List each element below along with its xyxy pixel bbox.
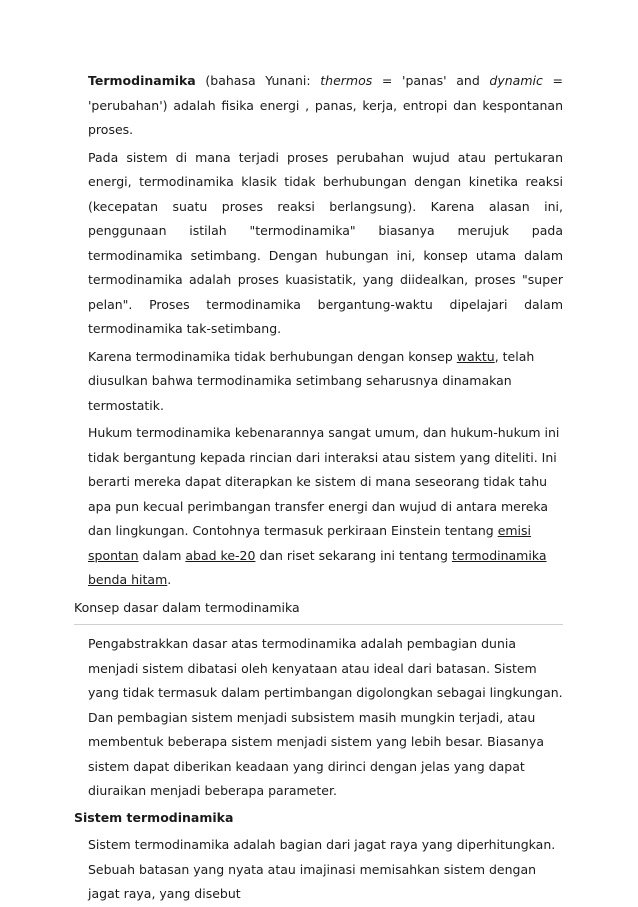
hukum-text-2: dalam [138,547,186,563]
paragraph-waktu [74,345,563,419]
intro-text-1: (bahasa Yunani: [195,73,321,88]
hukum-text-3: dan riset sekarang ini tentang [255,547,452,563]
term-thermos: thermos [320,73,373,88]
paragraph-sistem: Sistem termodinamika adalah bagian dari jagat raya yang diperhitungkan. Sebuah batasan yang nyata atau imajinasi memisahkan sistem dengan jagat raya, yang disebut [88,837,556,901]
paragraph-proses: Pada sistem di mana terjadi proses perubahan wujud atau pertukaran energi, termodinamika klasik tidak berhubungan dengan kinetika reaksi (kecepatan suatu proses reaksi berlangsung). Karena alasan ini, penggunaan istilah "termodinamika" biasanya merujuk pada termodinamika setimbang. Dengan hubungan ini, konsep utama dalam termodinamika adalah proses kuasistatik, yang diidealkan, proses "super pelan". Proses termodinamika bergantung-waktu dipelajari dalam termodinamika tak-setimbang. [88,149,563,336]
link-emisi-spontan[interactable]: emisi spontan [88,523,532,563]
term-termodinamika: Termodinamika [88,73,196,88]
waktu-text-2: , telah diusulkan bahwa termodinamika setimbang seharusnya dinamakan termostatik. [88,348,535,413]
paragraph-abstraksi: Pengabstrakkan dasar atas termodinamika adalah pembagian dunia menjadi sistem dibatasi oleh kenyataan atau ideal dari batasan. Sistem yang tidak termasuk dalam pertimbangan digolongkan sebagai lingkungan. Dan pembagian sistem menjadi subsistem masih mungkin terjadi, atau membentuk beberapa sistem menjadi sistem yang lebih besar. Biasanya sistem dapat diberikan keadaan yang dirinci dengan jelas yang dapat diuraikan menjadi beberapa parameter. [88,636,563,798]
intro-text-2: = 'panas' and [372,73,490,88]
section-heading-sistem: Sistem termodinamika [74,809,234,825]
paragraph-hukum [74,421,563,593]
paragraph-intro [74,69,563,143]
link-termodinamika-benda-hitam[interactable]: termodinamika benda hitam [88,547,547,587]
section-heading-konsep: Konsep dasar dalam termodinamika [74,599,300,615]
intro-text-3: = 'perubahan') adalah fisika energi , panas, kerja, entropi dan kespontanan proses. [88,73,563,137]
article-body [74,69,563,907]
section-divider [74,624,563,625]
hukum-text-1: Hukum termodinamika kebenarannya sangat umum, dan hukum-hukum ini tidak bergantung kepada rincian dari interaksi atau sistem yang diteliti. Ini berarti mereka dapat diterapkan ke sistem di mana seseorang tidak tahu apa pun kecual perimbangan transfer energi dan wujud di antara mereka dan lingkungan. Contohnya termasuk perkiraan Einstein tentang [88,425,560,538]
link-abad-ke-20[interactable]: abad ke-20 [185,547,256,563]
waktu-text-1: Karena termodinamika tidak berhubungan dengan konsep [88,348,457,364]
link-waktu[interactable]: waktu [456,348,495,364]
hukum-text-4: . [167,572,172,587]
term-dynamic: dynamic [489,73,543,88]
